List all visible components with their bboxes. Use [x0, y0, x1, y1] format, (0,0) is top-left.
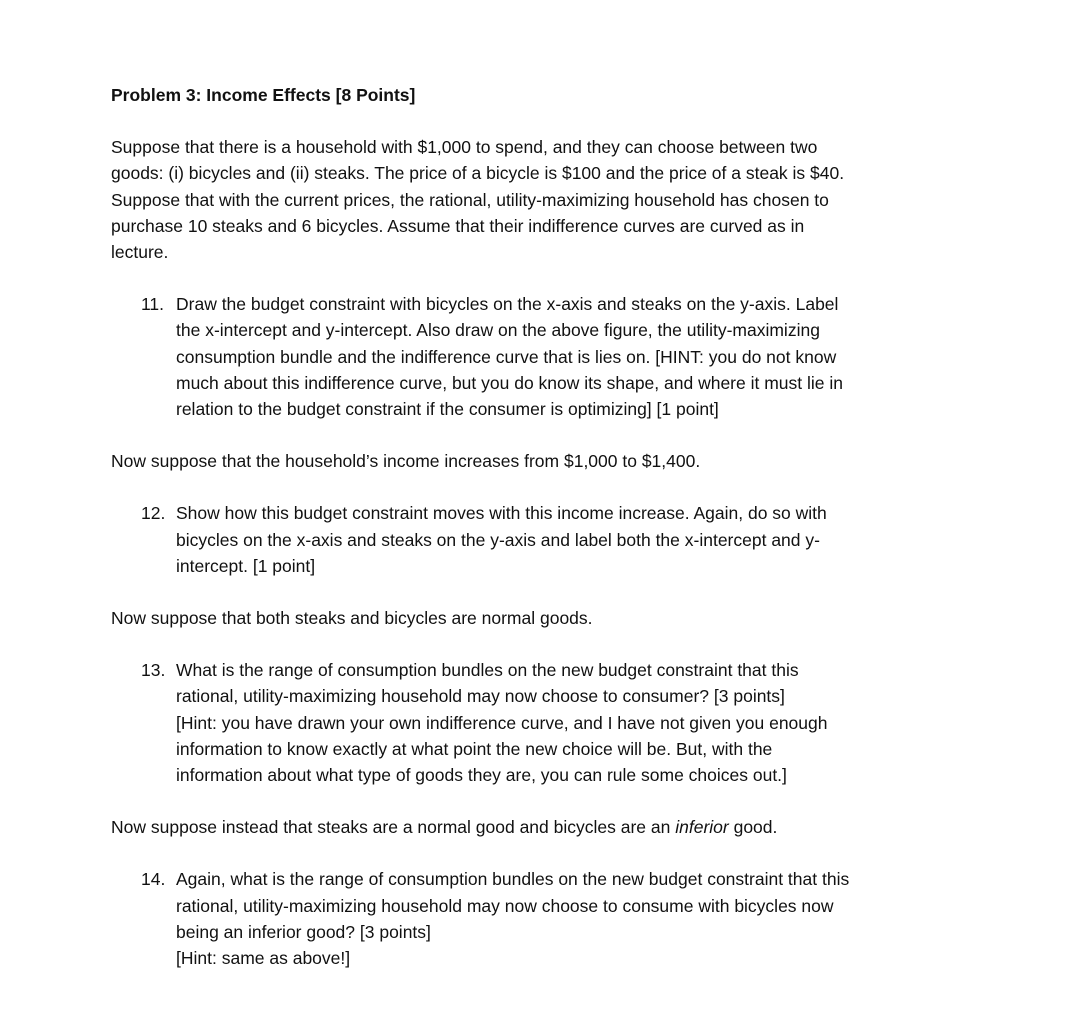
question-line: Draw the budget constraint with bicycles on the x-axis and steaks on the y-axis. Label	[176, 294, 839, 315]
intro-line: lecture.	[111, 242, 169, 263]
question-line: Again, what is the range of consumption bundles on the new budget constraint that this	[176, 869, 850, 890]
question-line: the x-intercept and y-intercept. Also draw on the above figure, the utility-maximizing	[176, 320, 820, 341]
question-line: [Hint: same as above!]	[176, 948, 351, 969]
intro-line: purchase 10 steaks and 6 bicycles. Assume that their indifference curves are curved as in	[111, 215, 805, 236]
question-line: consumption bundle and the indifference curve that is lies on. [HINT: you do not know	[176, 346, 837, 367]
normal-goods-paragraph: Now suppose that both steaks and bicycles are normal goods.	[111, 608, 593, 629]
question-line: information about what type of goods they are, you can rule some choices out.]	[176, 765, 787, 786]
question-line: much about this indifference curve, but you do know its shape, and where it must lie in	[176, 372, 843, 393]
question-line: What is the range of consumption bundles on the new budget constraint that this	[176, 660, 799, 681]
intro-paragraph	[111, 134, 971, 265]
question-13	[111, 657, 971, 788]
problem-title: Problem 3: Income Effects [8 Points]	[111, 85, 416, 105]
inferior-text-before: Now suppose instead that steaks are a normal good and bicycles are an	[111, 817, 676, 838]
question-number: 11.	[141, 294, 165, 315]
income-increase-paragraph: Now suppose that the household’s income increases from $1,000 to $1,400.	[111, 451, 701, 472]
question-number: 13.	[141, 660, 166, 681]
document-page	[111, 82, 971, 997]
question-number: 14.	[141, 869, 166, 890]
inferior-emphasis: inferior	[675, 817, 729, 838]
question-line: rational, utility-maximizing household may now choose to consume with bicycles now	[176, 895, 834, 916]
question-line: intercept. [1 point]	[176, 555, 316, 576]
question-line: being an inferior good? [3 points]	[176, 921, 431, 942]
question-11	[111, 291, 971, 422]
intro-line: Suppose that there is a household with $1,000 to spend, and they can choose between two	[111, 137, 818, 158]
question-12	[111, 500, 971, 579]
question-line: bicycles on the x-axis and steaks on the y-axis and label both the x-intercept and y-	[176, 529, 820, 550]
question-line: [Hint: you have drawn your own indifference curve, and I have not given you enough	[176, 712, 828, 733]
question-number: 12.	[141, 503, 166, 524]
question-line: information to know exactly at what point the new choice will be. But, with the	[176, 738, 773, 759]
intro-line: goods: (i) bicycles and (ii) steaks. The price of a bicycle is $100 and the price of a steak is $40.	[111, 163, 845, 184]
question-line: relation to the budget constraint if the consumer is optimizing] [1 point]	[176, 399, 719, 420]
inferior-good-paragraph	[111, 814, 971, 840]
inferior-text-after: good.	[728, 817, 778, 838]
question-line: rational, utility-maximizing household may now choose to consumer? [3 points]	[176, 686, 785, 707]
intro-line: Suppose that with the current prices, the rational, utility-maximizing household has chosen to	[111, 189, 829, 210]
question-14	[111, 866, 971, 971]
question-line: Show how this budget constraint moves with this income increase. Again, do so with	[176, 503, 827, 524]
